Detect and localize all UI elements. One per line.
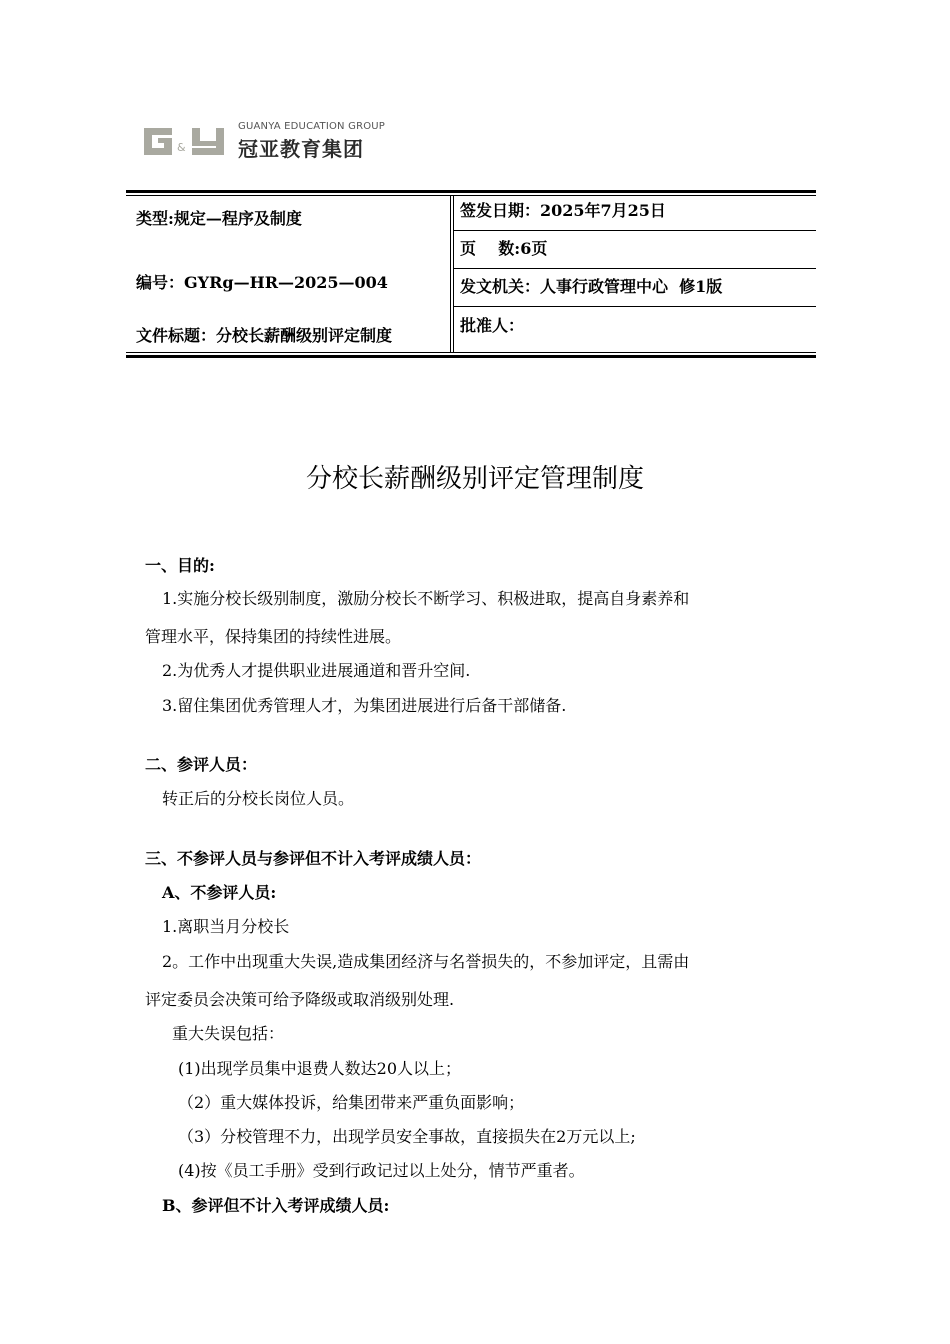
svg-text:&: &	[177, 141, 186, 154]
logo-chinese-name: 冠亚教育集团	[238, 137, 364, 161]
subheading-a: A、不参评人员:	[162, 883, 277, 902]
approver: 批准人：	[460, 316, 525, 335]
paragraph: 1.实施分校长级别制度，激励分校长不断学习、积极进取，提高自身素养和	[162, 589, 690, 608]
list-item: 2。工作中出现重大失误,造成集团经济与名誉损失的，不参加评定，且需由	[162, 952, 690, 971]
header-bottom-rule-thin	[126, 352, 816, 353]
section-heading-purpose: 一、目的:	[145, 556, 215, 575]
list-item: (4)按《员工手册》受到行政记过以上处分，情节严重者。	[178, 1161, 585, 1180]
header-row-line	[454, 306, 816, 307]
doc-type: 类型:规定—程序及制度	[136, 209, 302, 228]
list-item: (1)出现学员集中退费人数达20人以上；	[178, 1059, 462, 1078]
section-heading-participants: 二、参评人员：	[145, 755, 258, 774]
gy-logo-icon	[142, 124, 234, 158]
header-row-line	[454, 230, 816, 231]
paragraph: 转正后的分校长岗位人员。	[162, 789, 355, 808]
subheading-b: B、参评但不计入考评成绩人员:	[162, 1196, 390, 1215]
issuing-department: 发文机关：人事行政管理中心 修1版	[460, 277, 723, 296]
list-item: （3）分校管理不力，出现学员安全事故，直接损失在2万元以上;	[178, 1127, 636, 1146]
company-logo	[142, 121, 392, 161]
paragraph: 管理水平，保持集团的持续性进展。	[145, 627, 402, 646]
paragraph: 3.留住集团优秀管理人才，为集团进展进行后备干部储备.	[162, 696, 567, 715]
document-header-table	[126, 190, 816, 360]
paragraph: 2.为优秀人才提供职业进展通道和晋升空间.	[162, 661, 471, 680]
section-heading-exclusions: 三、不参评人员与参评但不计入考评成绩人员：	[145, 849, 482, 868]
header-row-line	[454, 268, 816, 269]
issue-date: 签发日期：2025年7月25日	[460, 201, 666, 220]
paragraph: 重大失误包括：	[172, 1024, 285, 1043]
page-title: 分校长薪酬级别评定管理制度	[305, 464, 644, 494]
header-bottom-rule	[126, 355, 816, 358]
header-divider-inner	[453, 196, 454, 352]
list-item: 评定委员会决策可给予降级或取消级别处理.	[145, 990, 455, 1009]
page-count: 页 数:6页	[460, 239, 548, 258]
header-top-rule-thin	[126, 195, 816, 196]
list-item: 1.离职当月分校长	[162, 917, 290, 936]
logo-english-name: GUANYA EDUCATION GROUP	[238, 121, 386, 132]
doc-title-field: 文件标题：分校长薪酬级别评定制度	[136, 326, 393, 345]
doc-code: 编号：GYRg—HR—2025—004	[136, 273, 388, 292]
header-top-rule	[126, 190, 816, 193]
list-item: （2）重大媒体投诉，给集团带来严重负面影响；	[178, 1093, 525, 1112]
header-divider	[450, 196, 451, 352]
